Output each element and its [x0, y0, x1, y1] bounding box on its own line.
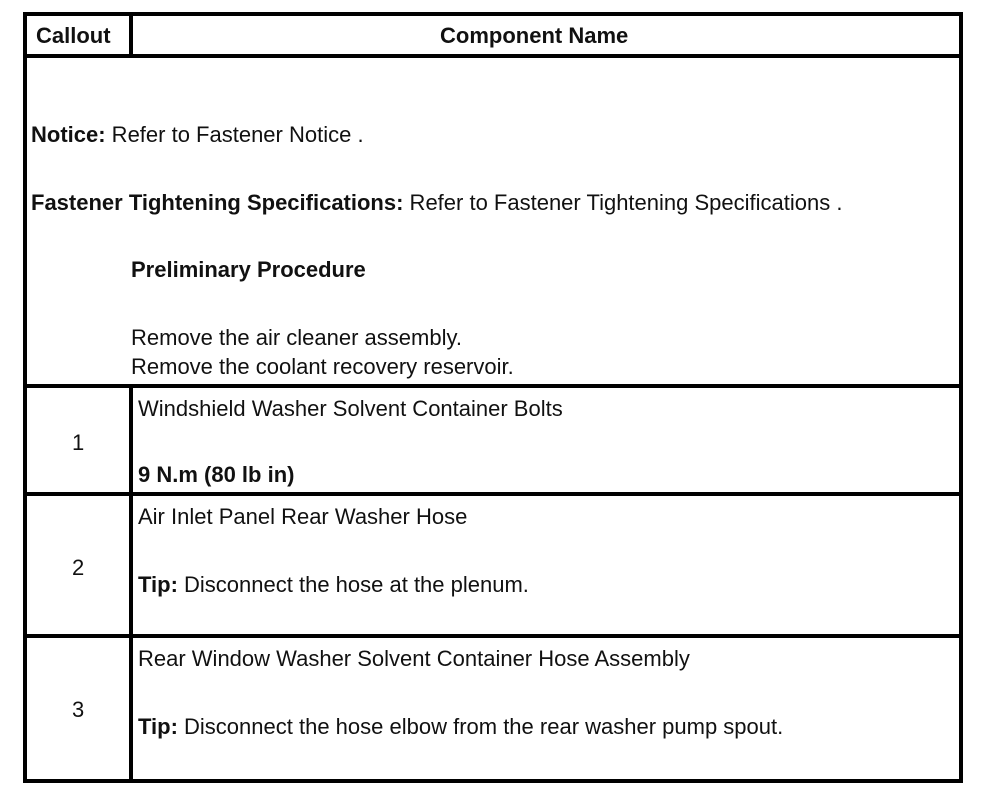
preliminary-step: Remove the air cleaner assembly.	[131, 325, 462, 350]
row-detail	[138, 574, 529, 596]
header-callout: Callout	[36, 23, 111, 48]
header-divider	[23, 54, 963, 58]
row-callout: 2	[72, 555, 85, 580]
row-detail	[138, 716, 783, 738]
row-detail-text: Disconnect the hose at the plenum.	[177, 572, 529, 597]
spec-text: Refer to Fastener Tightening Specifications .	[403, 190, 843, 215]
row-callout: 1	[72, 430, 85, 455]
row-detail	[138, 464, 294, 486]
row-component-name: Rear Window Washer Solvent Container Hose Assembly	[138, 646, 690, 671]
row-component-name: Windshield Washer Solvent Container Bolts	[138, 396, 563, 421]
row2-divider	[23, 634, 963, 638]
notice-line	[31, 124, 364, 146]
row-detail-label: Tip:	[138, 572, 178, 597]
row-callout: 3	[72, 697, 85, 722]
notice-label: Notice:	[31, 122, 106, 147]
header-column-divider	[129, 12, 133, 56]
spec-label: Fastener Tightening Specifications:	[31, 190, 404, 215]
spec-line	[31, 192, 842, 214]
notice-text: Refer to Fastener Notice .	[105, 122, 364, 147]
row-detail-text: Disconnect the hose elbow from the rear washer pump spout.	[177, 714, 784, 739]
intro-divider	[23, 384, 963, 388]
row-detail-label: Tip:	[138, 714, 178, 739]
preliminary-heading: Preliminary Procedure	[131, 257, 366, 282]
header-component-name: Component Name	[440, 23, 629, 48]
row1-divider	[23, 492, 963, 496]
rows-column-divider	[129, 384, 133, 783]
row-detail-label: 9 N.m (80 lb in)	[138, 462, 295, 487]
row-component-name: Air Inlet Panel Rear Washer Hose	[138, 504, 468, 529]
preliminary-step: Remove the coolant recovery reservoir.	[131, 354, 514, 379]
